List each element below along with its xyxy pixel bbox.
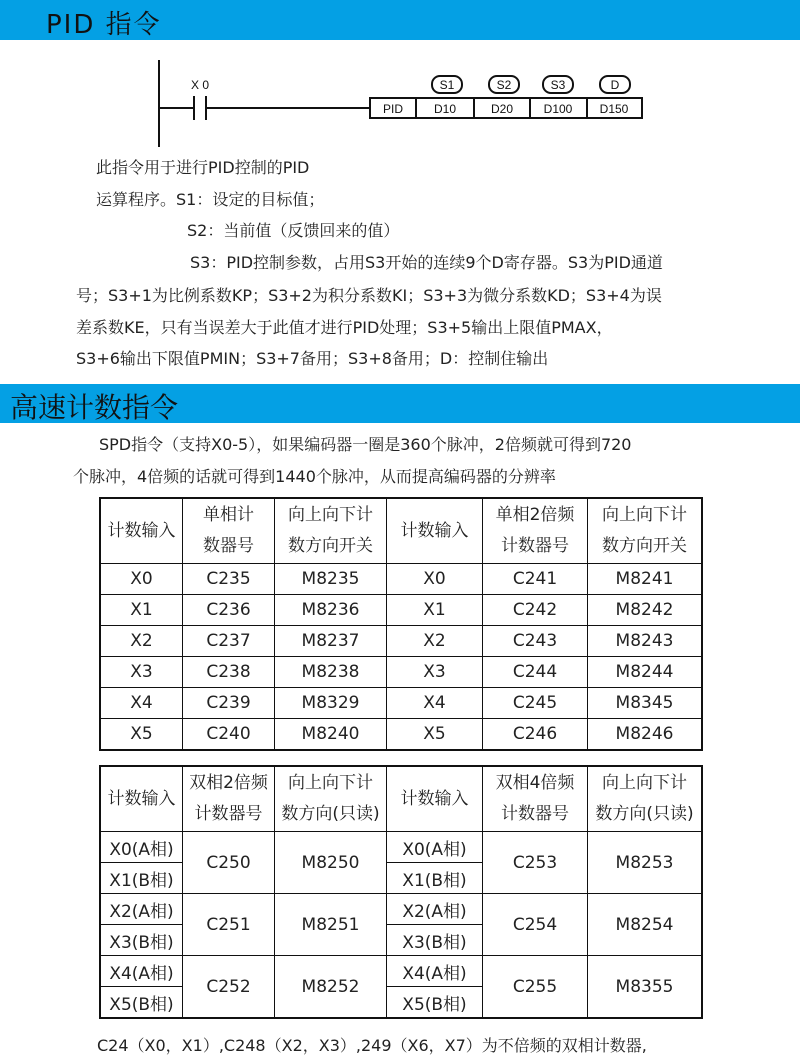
table-cell: X3(B相) [387,925,483,956]
table-cell: M8240 [275,719,387,751]
table-cell: X0 [100,564,183,595]
table-cell: C255 [483,956,588,1019]
header-text: 计数输入 [107,520,176,541]
table-cell: M8253 [588,832,703,894]
ladder-cell: D20 [490,102,514,116]
pid-section-header [0,0,800,40]
table-cell: X4(A相) [100,956,183,987]
table-cell: X4(A相) [387,956,483,987]
table-cell: M8237 [275,626,387,657]
table-cell: M8244 [588,657,703,688]
header-cell [275,766,387,832]
hsc-text-line: 个脉冲，4倍频的话就可得到1440个脉冲，从而提高编码器的分辨率 [73,467,556,486]
table-cell: X0 [387,564,483,595]
table-cell: M8238 [275,657,387,688]
table-cell: X1(B相) [387,863,483,894]
table-cell: X1 [387,595,483,626]
header-text: 计数器号 [501,804,569,824]
pid-text-line: 号；S3+1为比例系数KP；S3+2为积分系数KI；S3+3为微分系数KD；S3+4为误 [76,286,662,305]
table-cell: M8235 [275,564,387,595]
header-text: 数方向开关 [602,536,687,556]
ladder-cell: D150 [599,102,629,116]
table-cell: M8246 [588,719,703,751]
header-text: 双相2倍频 [189,773,268,793]
table-row [100,595,702,626]
table-cell: C237 [183,626,275,657]
table-cell: X2(A相) [387,894,483,925]
table-cell: M8355 [588,956,703,1019]
table-row [100,688,702,719]
table-row [100,564,702,595]
table-cell: X3 [387,657,483,688]
table-cell: C254 [483,894,588,956]
table-cell: C235 [183,564,275,595]
header-text: 双相4倍频 [495,773,575,793]
table-cell: M8345 [588,688,703,719]
table-cell: C245 [483,688,588,719]
table-cell: M8241 [588,564,703,595]
table-cell: C240 [183,719,275,751]
pid-text-line: 此指令用于进行PID控制的PID [96,158,310,177]
header-text: 数方向开关 [288,536,373,556]
operand-label: S3 [550,78,566,92]
table-cell: C238 [183,657,275,688]
table-row [100,626,702,657]
header-cell [183,766,275,832]
header-text: 单相计 [203,505,254,525]
table-cell: X5 [387,719,483,751]
header-text: 计数输入 [400,520,469,541]
table-cell: C253 [483,832,588,894]
operand-label: D [610,78,620,92]
contact-label: X 0 [190,78,210,92]
pid-title: PID 指令 [46,10,162,40]
table-cell: C244 [483,657,588,688]
table-cell: M8243 [588,626,703,657]
table-cell: M8236 [275,595,387,626]
header-text: 向上向下计 [602,773,687,793]
hsc-section-header [0,384,800,423]
table-cell: X2 [387,626,483,657]
header-text: 数方向(只读) [281,804,380,824]
header-cell [483,766,588,832]
table-cell: X2 [100,626,183,657]
table-row [100,719,702,751]
single-phase-counter-table [99,497,703,751]
header-cell [275,498,387,564]
header-text: 计数输入 [107,788,176,809]
header-text: 向上向下计 [288,505,373,525]
pid-text-line: S3+6输出下限值PMIN；S3+7备用；S3+8备用；D：控制住输出 [76,349,549,368]
table-cell: X1 [100,595,183,626]
table-cell: X0(A相) [100,832,183,863]
table-cell: C246 [483,719,588,751]
table-cell: M8254 [588,894,703,956]
table-cell: X4 [387,688,483,719]
table-cell: M8252 [275,956,387,1019]
header-text: 向上向下计 [288,773,373,793]
operand-label: S2 [496,78,512,92]
table-cell: C239 [183,688,275,719]
table-cell: X5 [100,719,183,751]
table-cell: M8329 [275,688,387,719]
table-row [100,832,702,863]
table-cell: M8242 [588,595,703,626]
table-cell: M8250 [275,832,387,894]
pid-text-line: S3：PID控制参数，占用S3开始的连续9个D寄存器。S3为PID通道 [190,253,663,272]
table-cell: X3 [100,657,183,688]
table-cell: X0(A相) [387,832,483,863]
table-cell: C241 [483,564,588,595]
table-cell: X4 [100,688,183,719]
pid-text-line: 差系数KE，只有当误差大于此值才进行PID处理；S3+5输出上限值PMAX， [76,318,613,337]
header-text: 数器号 [203,536,254,556]
pid-text-line: 运算程序。S1：设定的目标值； [96,190,325,209]
table-row [100,894,702,925]
header-cell [588,498,703,564]
header-cell [387,498,483,564]
table-cell: X5(B相) [100,987,183,1019]
table-cell: X2(A相) [100,894,183,925]
table-cell: X1(B相) [100,863,183,894]
ladder-cell: PID [382,102,404,116]
header-cell [183,498,275,564]
operand-label: S1 [439,78,455,92]
table-cell: X5(B相) [387,987,483,1019]
table-cell: C242 [483,595,588,626]
ladder-cell: D100 [543,102,573,116]
table-cell: C243 [483,626,588,657]
header-text: 向上向下计 [602,505,687,525]
header-cell [588,766,703,832]
table-cell: X3(B相) [100,925,183,956]
pid-ladder-diagram [0,40,800,150]
table-row [100,657,702,688]
table-row [100,956,702,987]
header-cell [387,766,483,832]
header-text: 计数器号 [501,536,569,556]
pid-text-line: S2：当前值（反馈回来的值） [187,221,400,240]
header-text: 单相2倍频 [495,505,575,525]
header-text: 数方向(只读) [595,804,694,824]
hsc-footer-text: C24（X0，X1）,C248（X2，X3）,249（X6，X7）为不倍频的双相计数器, [97,1036,647,1055]
header-cell [483,498,588,564]
header-cell [100,498,183,564]
header-cell [100,766,183,832]
dual-phase-counter-table [99,765,703,1019]
header-text: 计数输入 [400,788,469,809]
ladder-cell: D10 [433,102,457,116]
table-cell: C236 [183,595,275,626]
table-cell: C252 [183,956,275,1019]
hsc-title: 高速计数指令 [10,391,179,424]
table-cell: M8251 [275,894,387,956]
hsc-text-line: SPD指令（支持X0-5），如果编码器一圈是360个脉冲，2倍频就可得到720 [99,435,632,454]
header-text: 计数器号 [194,804,263,824]
table-cell: C250 [183,832,275,894]
table-cell: C251 [183,894,275,956]
